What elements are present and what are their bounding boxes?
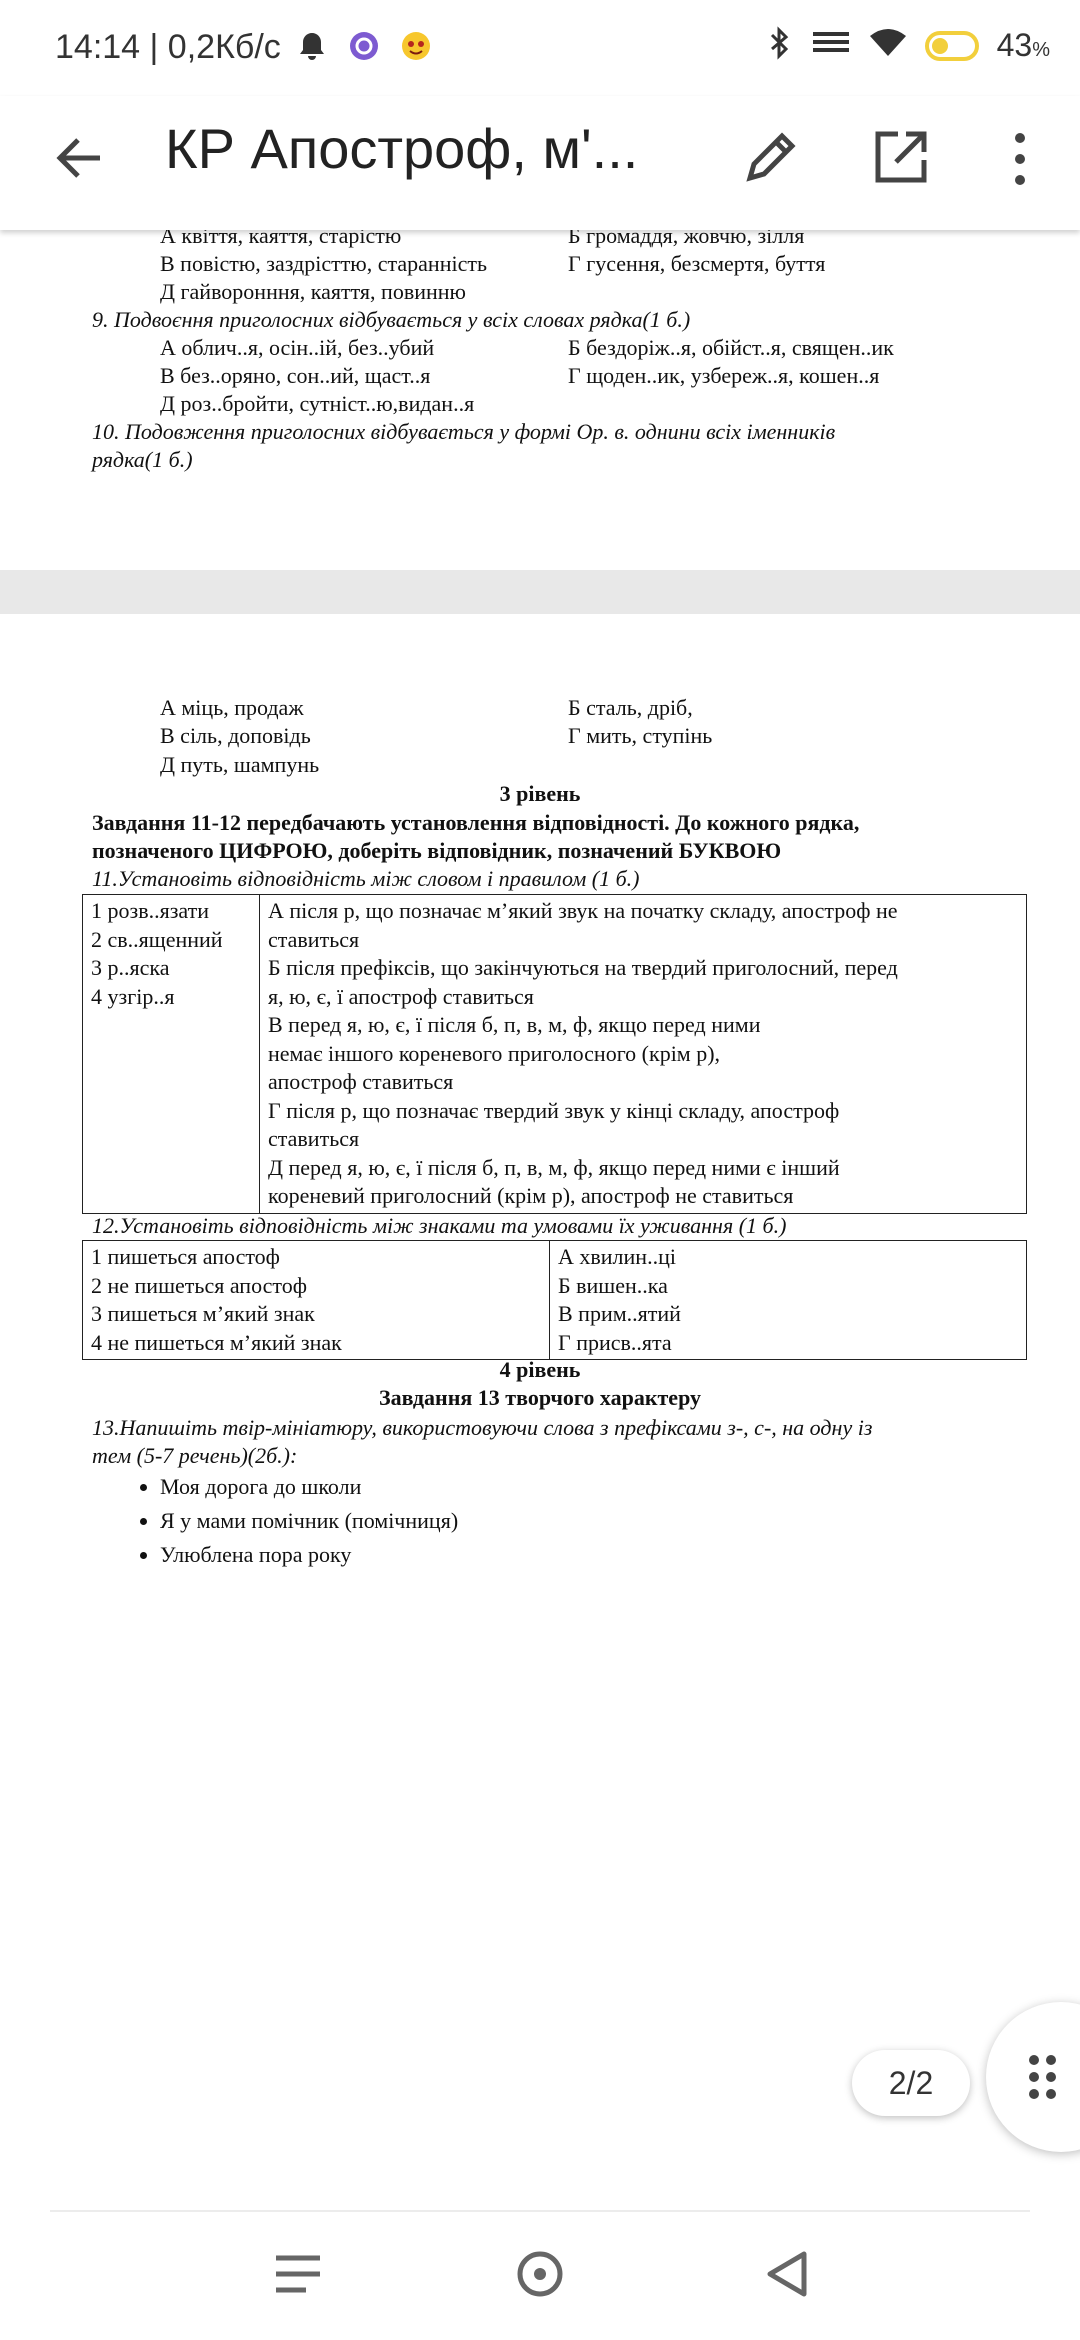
more-vert-icon[interactable] — [1000, 124, 1040, 194]
table-row: Д перед я, ю, є, ї після б, п, в, м, ф, якщо перед ними є інший — [268, 1154, 840, 1180]
edit-icon[interactable] — [738, 124, 804, 190]
table-row: 3 пишеться м’який знак — [91, 1301, 315, 1326]
task-instructions: Завдання 11-12 передбачають установлення відповідності. До кожного рядка, — [92, 810, 860, 835]
table-row: Г присв..ята — [558, 1329, 672, 1355]
question-10: 10. Подовження приголосних відбувається у формі Ор. в. однини всіх іменників — [92, 419, 836, 444]
question-10-cont: рядка(1 б.) — [92, 447, 193, 472]
open-external-icon[interactable] — [868, 124, 934, 190]
document-page-1 — [0, 230, 1080, 570]
divider — [50, 2210, 1030, 2212]
answer-line: А облич..я, осін..ій, без..убий — [160, 335, 435, 360]
list-item: • Улюблена пора року — [160, 1538, 458, 1572]
table-row: 3 р..яска — [91, 955, 170, 980]
table-row: Г після р, що позначає твердий звук у кінці складу, апостроф — [268, 1097, 840, 1123]
home-icon[interactable] — [512, 2246, 568, 2302]
answer-line: Г гусення, безсмертя, буття — [568, 251, 826, 276]
alarm-icon — [296, 30, 328, 62]
answer-line: Д путь, шампунь — [160, 752, 320, 777]
answer-line: Д роз..бройти, сутніст..ю,видан..я — [160, 391, 475, 416]
battery-saver-icon — [925, 31, 979, 61]
back-arrow-icon[interactable] — [48, 126, 112, 190]
table-row: апостроф ставиться — [268, 1069, 454, 1094]
table-row: В перед я, ю, є, ї після б, п, в, м, ф, якщо перед ними — [268, 1012, 761, 1037]
table-row: ставиться — [268, 1126, 360, 1151]
task-13-title: Завдання 13 творчого характеру — [378, 1385, 702, 1410]
table-row: я, ю, є, ї апостроф ставиться — [268, 983, 534, 1009]
table-row: ставиться — [268, 926, 360, 952]
answer-line: Г щоден..ик, узбереж..я, кошен..я — [568, 363, 880, 388]
question-9: 9. Подвоєння приголосних відбувається у всіх словах рядка(1 б.) — [92, 307, 691, 332]
table-row: 4 не пишеться м’який знак — [91, 1329, 342, 1355]
answer-line: В без..оряно, сон..ий, щаст..я — [160, 363, 431, 388]
table-12-words — [550, 1241, 1027, 1360]
viber-icon — [348, 30, 380, 62]
table-row: 2 не пишеться апостоф — [91, 1272, 307, 1298]
table-row: 1 розв..язати — [91, 898, 209, 923]
table-row: А хвилин..ці — [558, 1244, 676, 1269]
answer-line: Б сталь, дріб, — [568, 695, 693, 720]
page-indicator: 2/2 — [852, 2050, 970, 2116]
topics-list — [120, 1470, 458, 1572]
app-icon — [400, 30, 432, 62]
navigation-bar — [0, 2210, 1080, 2340]
back-icon[interactable] — [760, 2246, 816, 2302]
task-instructions-cont: позначеного ЦИФРОЮ, доберіть відповідник, позначений БУКВОЮ — [92, 838, 782, 863]
table-row: А після р, що позначає м’який звук на початку складу, апостроф не — [268, 898, 898, 923]
answer-line: А міць, продаж — [160, 695, 304, 720]
table-11 — [82, 894, 1027, 1214]
answer-line: А квіття, каяття, старістю — [160, 230, 402, 248]
answer-line: В сіль, доповідь — [160, 723, 311, 748]
table-row: кореневий приголосний (крім р), апостроф не ставиться — [268, 1183, 794, 1208]
question-13-cont: тем (5-7 речень)(2б.): — [92, 1443, 298, 1468]
table-row: В прим..ятий — [558, 1301, 681, 1326]
menu-icon[interactable] — [270, 2246, 326, 2302]
question-12: 12.Установіть відповідність між знаками та умовами їх уживання (1 б.) — [92, 1213, 787, 1238]
table-12 — [82, 1240, 1027, 1360]
document-title: КР Апостроф, м'... — [165, 117, 639, 180]
table-12-conditions — [83, 1241, 550, 1360]
status-bar — [0, 0, 1080, 96]
question-11: 11.Установіть відповідність між словом і правилом (1 б.) — [92, 866, 640, 891]
table-row: 2 св..ященний — [91, 926, 223, 952]
table-row: Б після префіксів, що закінчуються на твердий приголосний, перед — [268, 955, 898, 980]
document-page-2 — [0, 614, 1080, 2194]
answer-line: Б громаддя, жовчю, зілля — [568, 230, 805, 248]
table-row: 4 узгір..я — [91, 983, 175, 1009]
table-11-words — [83, 895, 260, 1214]
question-13: 13.Напишіть твір-мініатюру, використовуючи слова з префіксами з-, с-, на одну із — [92, 1415, 873, 1440]
wifi-icon — [869, 28, 907, 63]
table-11-rules — [260, 895, 1027, 1214]
answer-line: Б бездоріж..я, обійст..я, священ..ик — [568, 335, 894, 360]
page-separator — [0, 570, 1080, 614]
table-row: немає іншого кореневого приголосного (крім р), — [268, 1040, 721, 1066]
table-row: Б вишен..ка — [558, 1272, 668, 1298]
signal-icon — [811, 28, 851, 63]
battery-percentage: 43% — [996, 27, 1050, 63]
status-time: 14:14 | 0,2Кб/с — [55, 28, 281, 66]
level-4-heading: 4 рівень — [499, 1357, 581, 1382]
app-bar — [0, 96, 1080, 230]
answer-line: Г мить, ступінь — [568, 723, 713, 748]
table-row: 1 пишеться апостоф — [91, 1244, 280, 1269]
answer-line: В повістю, заздрісттю, старанність — [160, 251, 487, 276]
bluetooth-icon — [767, 26, 793, 65]
list-item: • Моя дорога до школи — [160, 1470, 458, 1504]
level-3-heading: 3 рівень — [499, 781, 581, 806]
answer-line: Д гайворонння, каяття, повинню — [160, 279, 466, 304]
list-item: • Я у мами помічник (помічниця) — [160, 1504, 458, 1538]
